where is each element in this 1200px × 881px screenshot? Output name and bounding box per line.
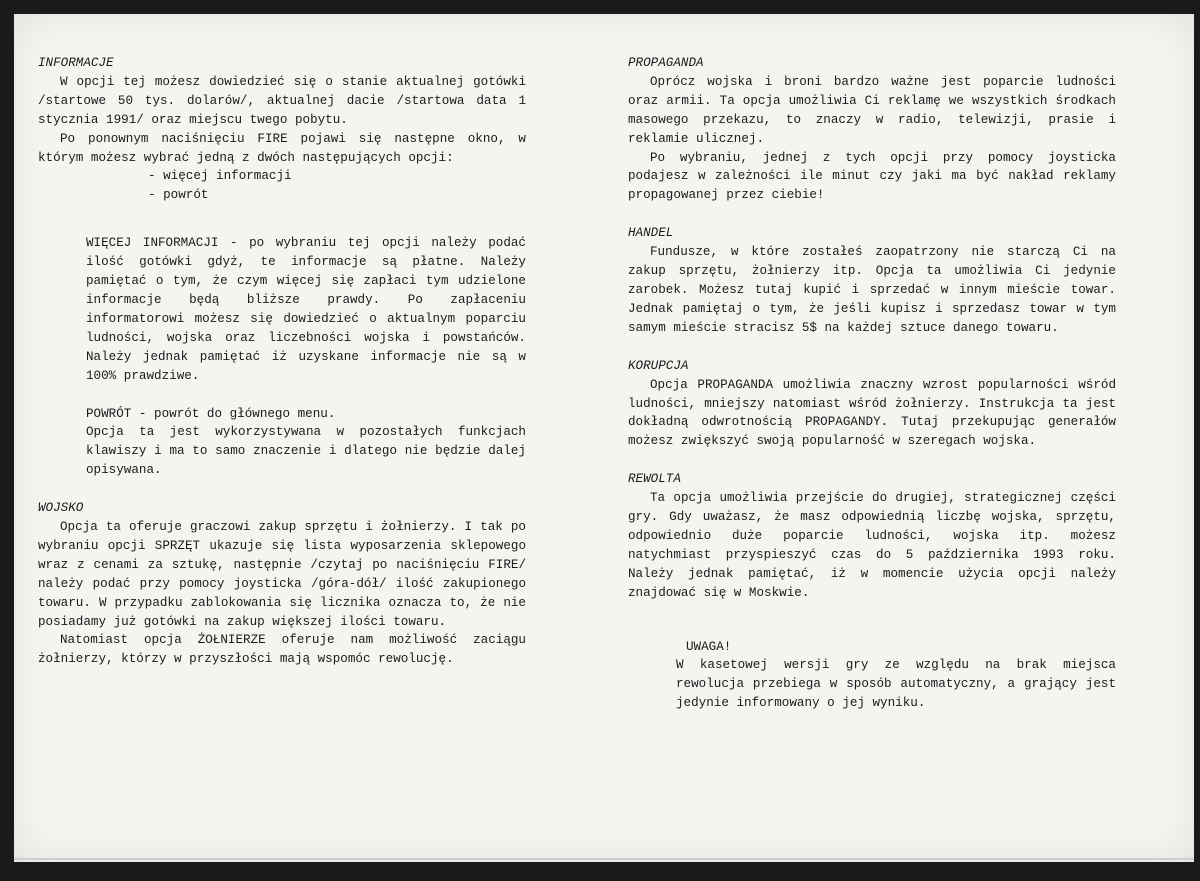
informacje-paragraph-1: W opcji tej możesz dowiedzieć się o stanie aktualnej gotówki /startowe 50 tys. dolarów/, aktualnej dacie /startowa data 1 stycznia 1991/ oraz miejscu twego pobytu. [38, 74, 526, 127]
korupcja-paragraph-1: Opcja PROPAGANDA umożliwia znaczny wzrost popularności wśród ludności, mniejszy natomiast wśród żołnierzy. Instrukcja ta jest dokładną odwrotnością PROPAGANDY. Tutaj przekupując generałów możesz zwiększyć swoją popularność w szeregach wojska. [628, 377, 1116, 449]
powrot-description: Opcja ta jest wykorzystywana w pozostałych funkcjach klawiszy i ma to samo znaczenie i dlatego nie będzie dalej opisywana. [86, 425, 526, 478]
option-item: - powrót [148, 188, 209, 203]
section-uwaga [676, 638, 1116, 714]
section-title-propaganda: PROPAGANDA [628, 56, 704, 70]
section-handel [628, 224, 1116, 337]
handel-paragraph-1: Fundusze, w które zostałeś zaopatrzony nie starczą Ci na zakup sprzętu, żołnierzy itp. Opcja ta umożliwia Ci jedynie zarobek. Możesz tutaj kupić i sprzedać w innym mieście towar. Jednak pamiętaj o tym, że jeśli kupisz i sprzedasz towar w tym samym mieście stracisz 5$ na każdej sztuce danego towaru. [628, 245, 1116, 335]
wojsko-paragraph-2: Natomiast opcja ŻOŁNIERZE oferuje nam możliwość zaciągu żołnierzy, którzy w przyszłości mają wspomóc rewolucję. [38, 633, 526, 667]
wojsko-paragraph-1: Opcja ta oferuje graczowi zakup sprzętu i żołnierzy. I tak po wybraniu opcji SPRZĘT ukazuje się lista wyposarzenia sklepowego wraz z cenami za sztukę, następnie /czytaj po naciśnięciu FIRE/ należy podać przy pomocy joysticka /góra-dół/ ilość zakupionego towaru. W przypadku zablokowania się licznika oznacza to, że nie posiadamy już gotówki na zakup większej ilości towaru. [38, 520, 526, 629]
section-title-korupcja: KORUPCJA [628, 358, 689, 373]
propaganda-paragraph-2: Po wybraniu, jednej z tych opcji przy pomocy joysticka podajesz w zależności ile minut czy jaki ma być nakład reklamy propagowanej przez ciebie! [628, 150, 1116, 203]
right-column [628, 54, 1116, 713]
informacje-paragraph-2: Po ponownym naciśnięciu FIRE pojawi się następne okno, w którym możesz wybrać jedną z dwóch następujących opcji: [38, 131, 526, 165]
section-title-informacje: INFORMACJE [38, 56, 114, 70]
section-informacje [38, 54, 526, 480]
propaganda-paragraph-1: Oprócz wojska i broni bardzo ważne jest poparcie ludności oraz armii. Ta opcja umożliwia Ci reklamę we wszystkich środkach masowego przekazu, to znaczy w radio, telewizji, prasie i reklamie ulicznej. [628, 74, 1116, 146]
wiecej-informacji-text: WIĘCEJ INFORMACJI - po wybraniu tej opcji należy podać ilość gotówki gdyż, te informacje są płatne. Należy pamiętać o tym, że czym więcej się zapłaci tym udzielone informacje będą bliższe prawdy. Po zapłaceniu informatorowi możesz się dowiedzieć o aktualnym poparciu ludności, wojska oraz liczebności wojska i powstańców. Należy jednak pamiętać iż uzyskane informacje nie są w 100% prawdziwe. [86, 236, 526, 383]
section-korupcja [628, 357, 1116, 452]
left-column [38, 54, 526, 669]
wiecej-informacji-block [38, 234, 526, 385]
uwaga-paragraph: W kasetowej wersji gry ze względu na brak miejsca rewolucja przebiega w sposób automatyczny, a grający jest jedynie informowany o jej wyniku. [676, 658, 1116, 711]
section-title-rewolta: REWOLTA [628, 472, 681, 487]
section-title-handel: HANDEL [628, 226, 674, 241]
section-propaganda [628, 54, 1116, 205]
uwaga-title: UWAGA! [686, 639, 732, 654]
page-edge [14, 858, 1194, 860]
option-list [148, 167, 526, 205]
section-rewolta [628, 470, 1116, 602]
rewolta-paragraph-1: Ta opcja umożliwia przejście do drugiej, strategicznej części gry. Gdy uważasz, że masz odpowiednią liczbę wojska, sprzętu, odpowiednio duże poparcie ludności, wojska itp. możesz natychmiast przyspieszyć czas do 5 października 1993 roku. Należy jednak pamiętać, iż w momencie użycia opcji należy znajdować się w Moskwie. [628, 491, 1116, 600]
powrot-text: POWRÓT - powrót do głównego menu. [86, 406, 336, 421]
option-item: - więcej informacji [148, 169, 292, 184]
powrot-block [38, 405, 526, 481]
section-wojsko [38, 499, 526, 669]
manual-page [14, 14, 1194, 862]
section-title-wojsko: WOJSKO [38, 501, 84, 516]
